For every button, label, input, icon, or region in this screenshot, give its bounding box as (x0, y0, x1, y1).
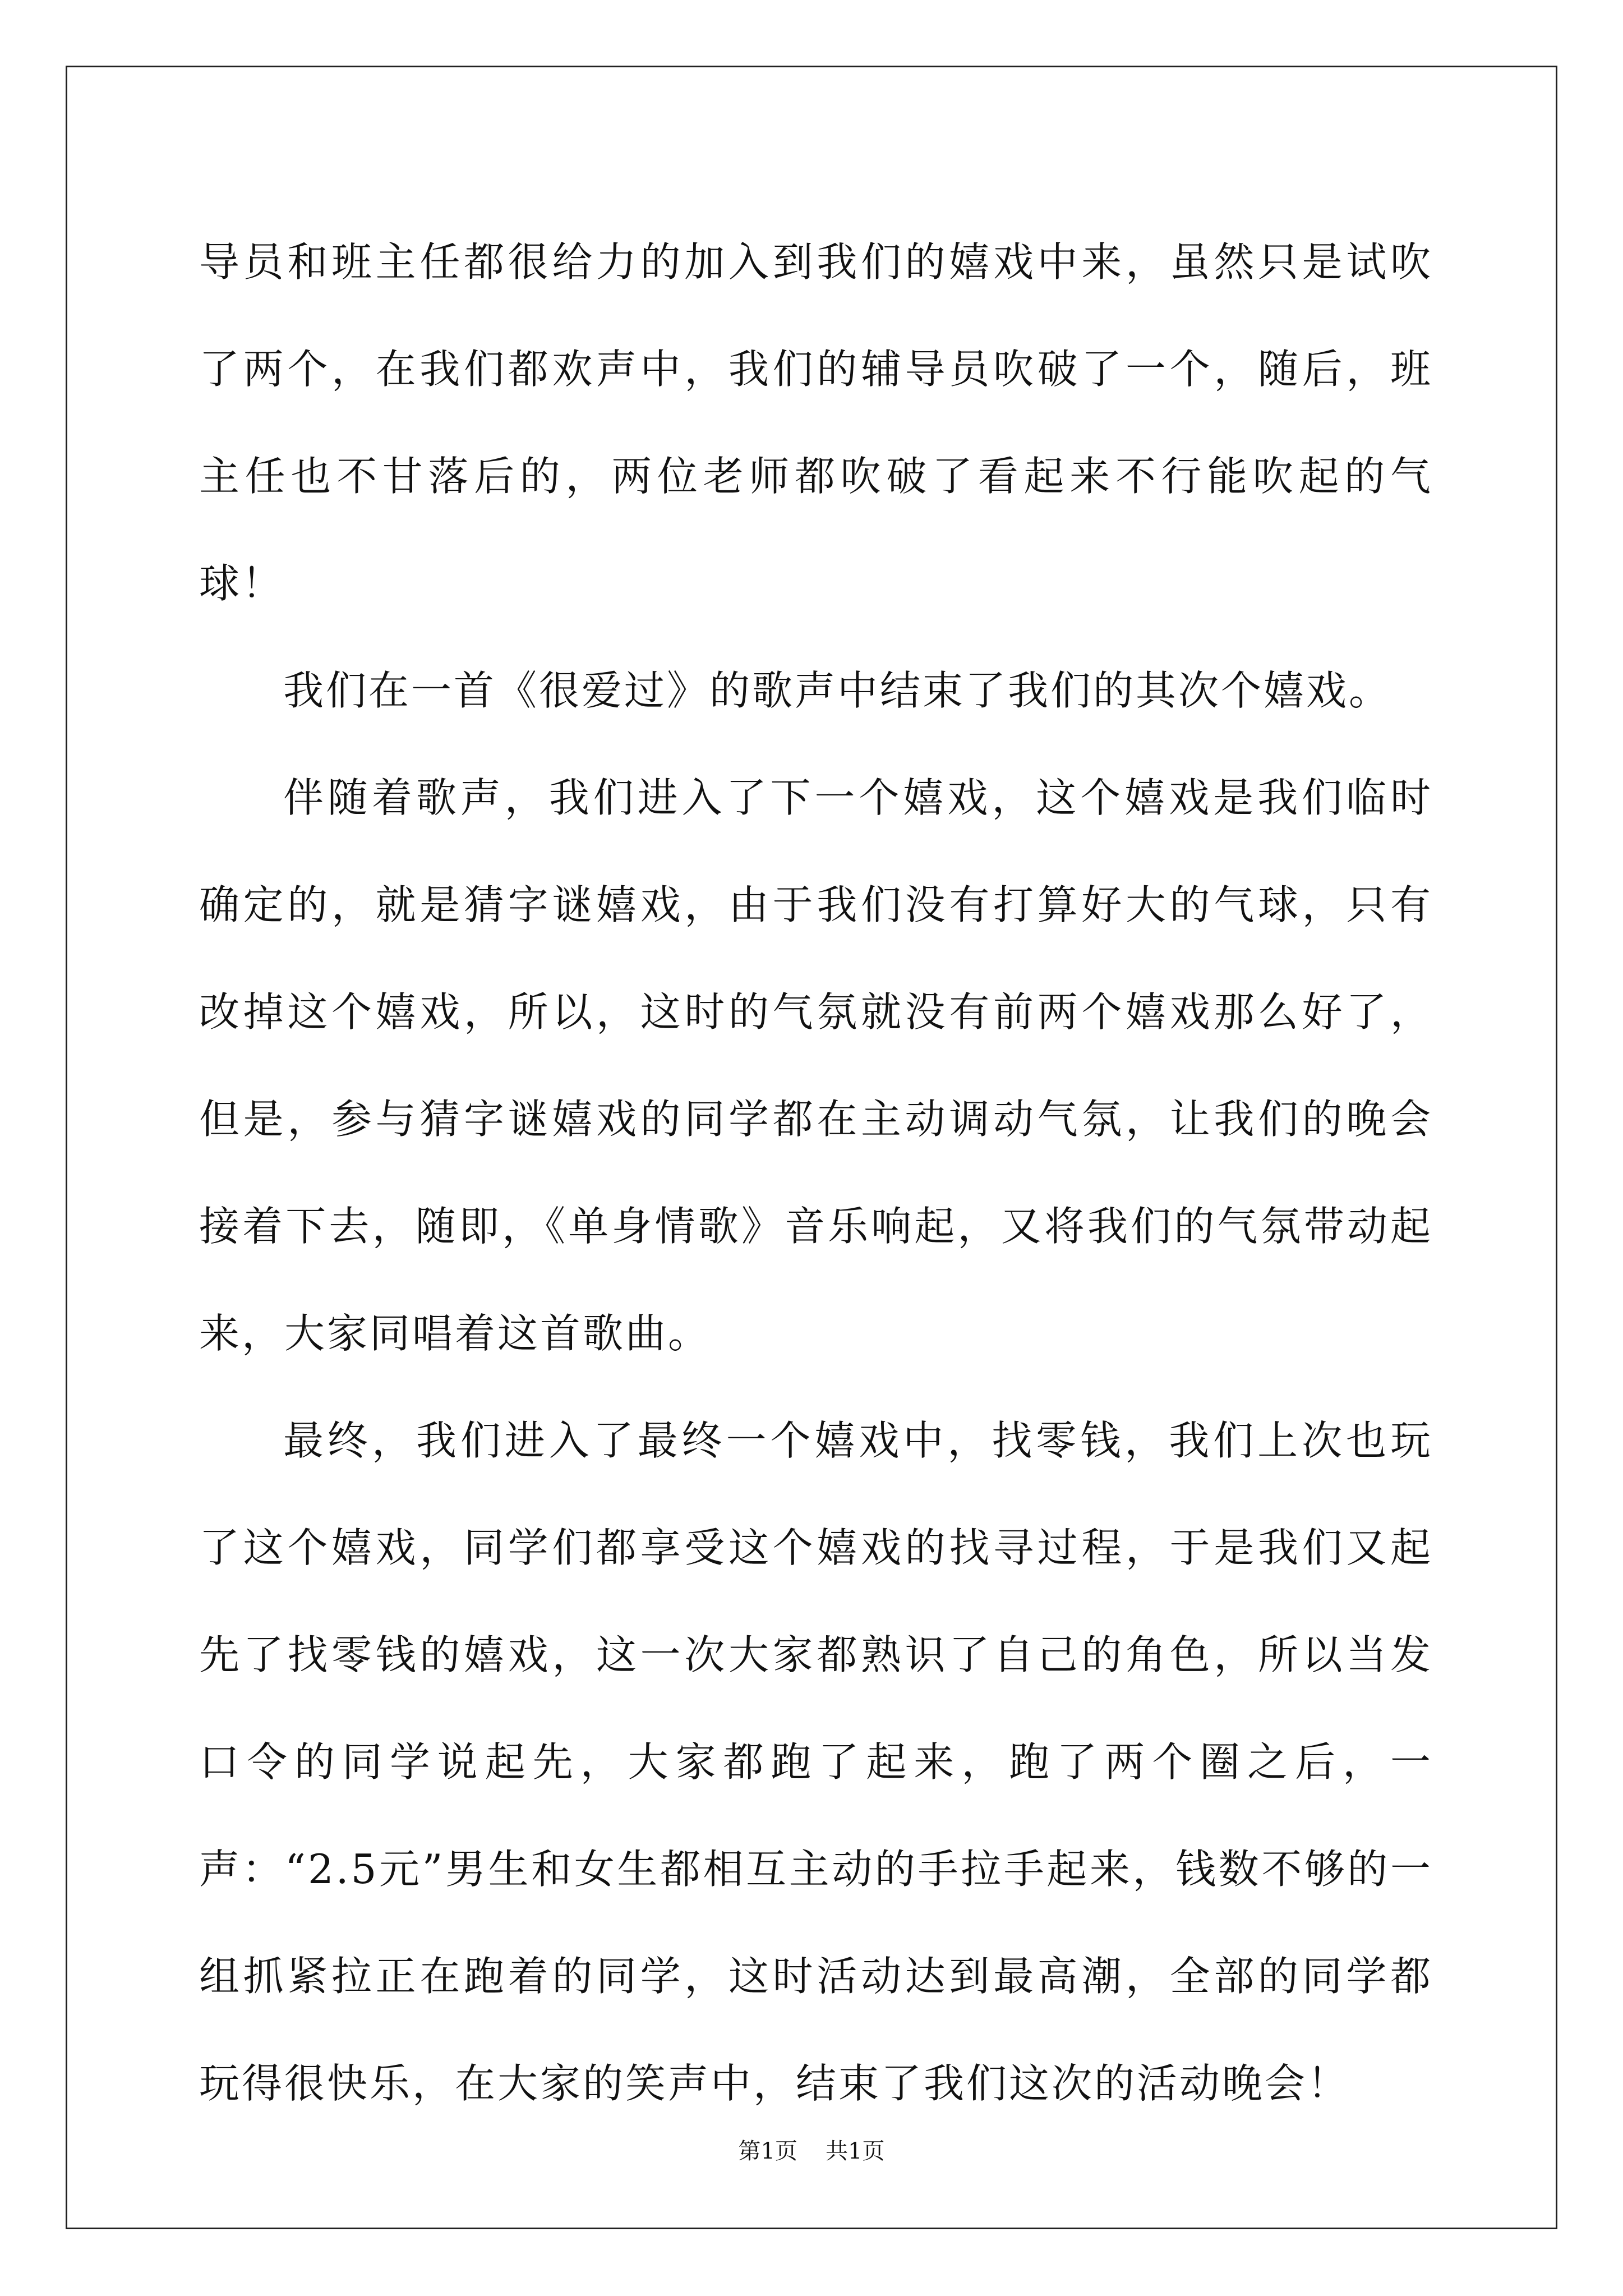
page-number-total: 共1页 (826, 2138, 885, 2164)
paragraph-1: 导员和班主任都很给力的加入到我们的嬉戏中来，虽然只是试吹了两个，在我们都欢声中，我们的辅导员吹破了一个，随后，班主任也不甘落后的，两位老师都吹破了看起来不行能吹起的气球！ (199, 238, 1433, 607)
page-number-current: 第1页 (738, 2138, 797, 2164)
paragraph-4: 最终，我们进入了最终一个嬉戏中，找零钱，我们上次也玩了这个嬉戏，同学们都享受这个嬉戏的找寻过程，于是我们又起先了找零钱的嬉戏，这一次大家都熟识了自己的角色，所以当发口令的同学说起先，大家都跑了起来，跑了两个圈之后，一声：“2.5元”男生和女生都相互主动的手拉手起来，钱数不够的一组抓紧拉正在跑着的同学，这时活动达到最高潮，全部的同学都玩得很快乐，在大家的笑声中，结束了我们这次的活动晚会！ (199, 1417, 1433, 2107)
paragraph-3: 伴随着歌声，我们进入了下一个嬉戏，这个嬉戏是我们临时确定的，就是猜字谜嬉戏，由于我们没有打算好大的气球，只有改掉这个嬉戏，所以，这时的气氛就没有前两个嬉戏那么好了，但是，参与猜字谜嬉戏的同学都在主动调动气氛，让我们的晚会接着下去，随即，《单身情歌》音乐响起，又将我们的气氛带动起来，大家同唱着这首歌曲。 (199, 774, 1433, 1357)
paragraph-2: 我们在一首《很爱过》的歌声中结束了我们的其次个嬉戏。 (283, 667, 1392, 714)
document-body (199, 209, 1433, 2137)
page-footer (0, 2134, 1623, 2168)
